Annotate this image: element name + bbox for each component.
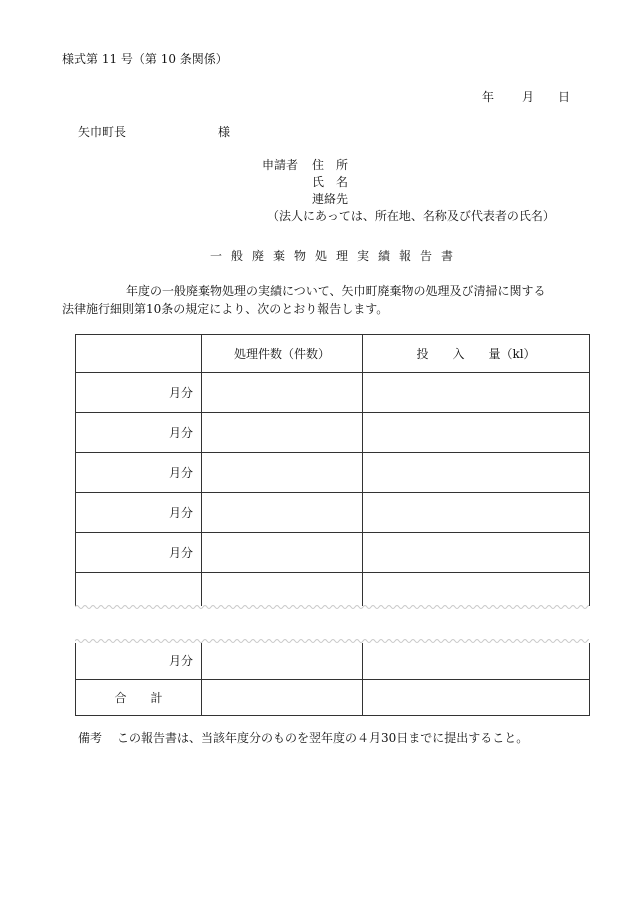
document-title: 一般廃棄物処理実績報告書: [210, 249, 463, 263]
address-label: 住 所: [312, 158, 349, 172]
contact-label: 連絡先: [312, 192, 349, 206]
report-table-continued: [75, 643, 590, 716]
count-cell[interactable]: [202, 493, 363, 533]
total-label: 合 計: [76, 679, 202, 715]
table-row: [76, 493, 590, 533]
table-row: [76, 453, 590, 493]
count-cell[interactable]: [202, 533, 363, 573]
volume-cell[interactable]: [363, 643, 590, 679]
volume-cell[interactable]: [363, 493, 590, 533]
date-day-label: 日: [558, 90, 571, 104]
report-table: [75, 334, 590, 613]
name-label: 氏 名: [312, 175, 349, 189]
volume-cell[interactable]: [363, 533, 590, 573]
header-cell-volume: 投 入 量（kl）: [363, 335, 590, 373]
table-row: [76, 643, 590, 679]
remarks-text: この報告書は、当該年度分のものを翌年度の４月30日までに提出すること。: [117, 731, 529, 745]
volume-cell[interactable]: [363, 373, 590, 413]
total-volume-cell[interactable]: [363, 679, 590, 715]
count-cell[interactable]: [202, 413, 363, 453]
month-label: 月分: [76, 413, 202, 453]
month-label: 月分: [76, 643, 202, 679]
body-text-line1: 年度の一般廃棄物処理の実績について、矢巾町廃棄物の処理及び清掃に関する: [126, 284, 546, 298]
count-cell[interactable]: [202, 643, 363, 679]
applicant-label: 申請者: [262, 158, 299, 172]
volume-cell[interactable]: [363, 453, 590, 493]
month-label: 月分: [76, 453, 202, 493]
header-cell-blank: [76, 335, 202, 373]
table-row: [76, 533, 590, 573]
total-row: [76, 679, 590, 715]
date-month-label: 月: [522, 90, 535, 104]
table-row: [76, 373, 590, 413]
corporation-note: （法人にあっては、所在地、名称及び代表者の氏名）: [267, 209, 555, 223]
month-label: 月分: [76, 533, 202, 573]
table-header-row: [76, 335, 590, 373]
addressee-honorific: 様: [218, 125, 231, 139]
count-cell[interactable]: [202, 453, 363, 493]
table-break-wave-top: [75, 604, 589, 610]
form-number: 様式第 11 号（第 10 条関係）: [62, 52, 228, 66]
addressee-title: 矢巾町長: [78, 125, 127, 139]
body-text-line2: 法律施行細則第10条の規定により、次のとおり報告します。: [62, 302, 389, 316]
month-label: 月分: [76, 493, 202, 533]
count-cell[interactable]: [202, 373, 363, 413]
total-count-cell[interactable]: [202, 679, 363, 715]
volume-cell[interactable]: [363, 413, 590, 453]
remarks-label: 備考: [78, 731, 103, 745]
date-year-label: 年: [482, 90, 495, 104]
table-row: [76, 413, 590, 453]
header-cell-count: 処理件数（件数）: [202, 335, 363, 373]
month-label: 月分: [76, 373, 202, 413]
